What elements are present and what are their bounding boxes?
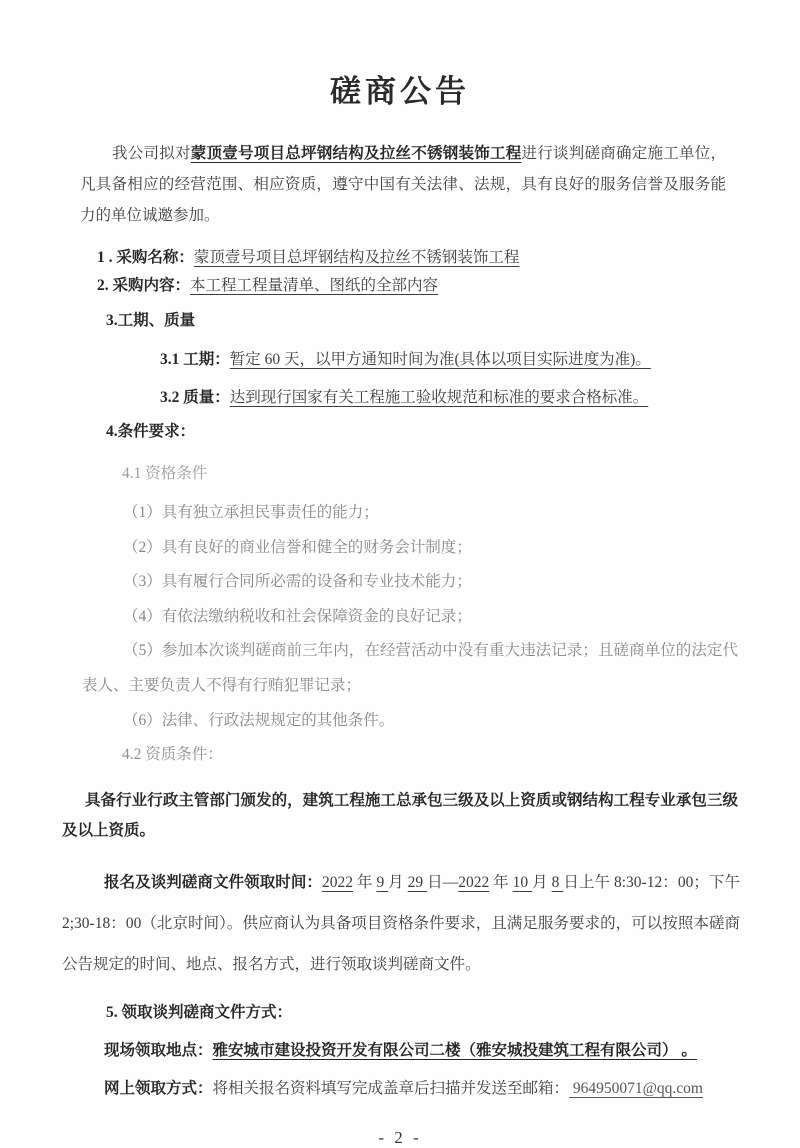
item-3-2-label: 3.2 质量： [160,389,230,406]
signup-time-details: 日上午 8:30-12：00；下午 2;30-18：00（北京时间）。供应商认为具备项目资格条件要求，且满足服务要求的，可以按照本磋商公告规定的时间、地点、报名方式，进行领取谈判磋商文件。 [62,874,740,974]
onsite-pickup-label: 现场领取地点： [104,1042,213,1060]
signup-sep-3: 日— [427,874,459,892]
qualification-conditions [82,496,738,738]
item-3-header: 3.工期、质量 [106,312,196,329]
condition-6: （6）法律、行政法规规定的其他条件。 [123,711,395,729]
onsite-pickup-line [104,1036,744,1065]
condition-3: （3）具有履行合同所必需的设备和专业技术能力； [123,573,472,591]
signup-sep-5: 月 [532,874,552,892]
signup-day-end: 8 [551,874,564,892]
condition-1: （1）具有独立承担民事责任的能力； [123,504,379,521]
signup-sep-4: 年 [489,874,513,892]
item-2-procurement-content [97,272,732,300]
item-2-label: 2. 采购内容： [97,277,191,294]
signup-time-label: 报名及谈判磋商文件领取时间： [104,874,322,892]
item-4-1-header: 4.1 资格条件 [122,465,208,482]
signup-time-paragraph [62,862,740,985]
signup-sep-2: 月 [388,874,408,892]
signup-day-start: 29 [407,874,428,892]
condition-4: （4）有依法缴纳税收和社会保障资金的良好记录； [123,607,472,625]
online-pickup-label: 网上领取方式： [104,1080,213,1098]
item-1-procurement-name [97,244,732,272]
onsite-pickup-address: 雅安城市建设投资开发有限公司二楼（雅安城投建筑工程有限公司） 。 [212,1042,697,1060]
item-1-label: 1 . 采购名称： [97,249,194,266]
online-pickup-instructions: 将相关报名资料填写完成盖章后扫描并发送至邮箱： [212,1080,570,1098]
item-1-value: 蒙顶壹号项目总坪钢结构及拉丝不锈钢装饰工程 [193,249,520,266]
condition-5: （5）参加本次谈判磋商前三年内，在经营活动中没有重大违法记录；且磋商单位的法定代表人、主要负责人不得有行贿犯罪记录； [82,642,738,694]
item-5-header: 5. 领取谈判磋商文件方式： [106,1004,293,1022]
condition-2: （2）具有良好的商业信誉和健全的财务会计制度； [123,538,472,556]
signup-month-end: 10 [512,874,533,892]
project-name: 蒙顶壹号项目总坪钢结构及拉丝不锈钢装饰工程 [190,145,522,162]
item-3-1-value: 暂定 60 天，以甲方通知时间为准(具体以项目实际进度为准)。 [229,351,651,368]
item-3-1-duration [160,347,740,373]
item-3-1-label: 3.1 工期： [160,351,230,368]
online-pickup-line [104,1074,744,1103]
email-link[interactable]: 964950071@qq.com [569,1080,703,1098]
document-title: 磋商公告 [330,74,470,109]
intro-paragraph [80,138,726,231]
signup-year-end: 2022 [458,874,490,892]
intro-prefix: 我公司拟对 [112,145,191,162]
item-3-2-value: 达到现行国家有关工程施工验收规范和标准的要求合格标准。 [229,389,649,406]
signup-year-start: 2022 [321,874,353,892]
signup-sep-1: 年 [352,874,377,892]
item-4-2-header: 4.2 资质条件： [122,746,223,764]
item-2-value: 本工程工程量清单、图纸的全部内容 [190,277,439,294]
credential-requirement-paragraph: 具备行业行政主管部门颁发的，建筑工程施工总承包三级及以上资质或钢结构工程专业承包三级及以上资质。 [62,792,738,839]
item-4-header: 4.条件要求： [106,423,196,440]
intro-suffix: 进行谈判磋商确定施工单位，凡具备相应的经营范围、相应资质，遵守中国有关法律、法规，具有良好的服务信誉及服务能力的单位诚邀参加。 [80,145,726,224]
page-number: - 2 - [378,1128,422,1148]
item-3-2-quality [160,385,740,411]
signup-month-start: 9 [376,874,389,892]
